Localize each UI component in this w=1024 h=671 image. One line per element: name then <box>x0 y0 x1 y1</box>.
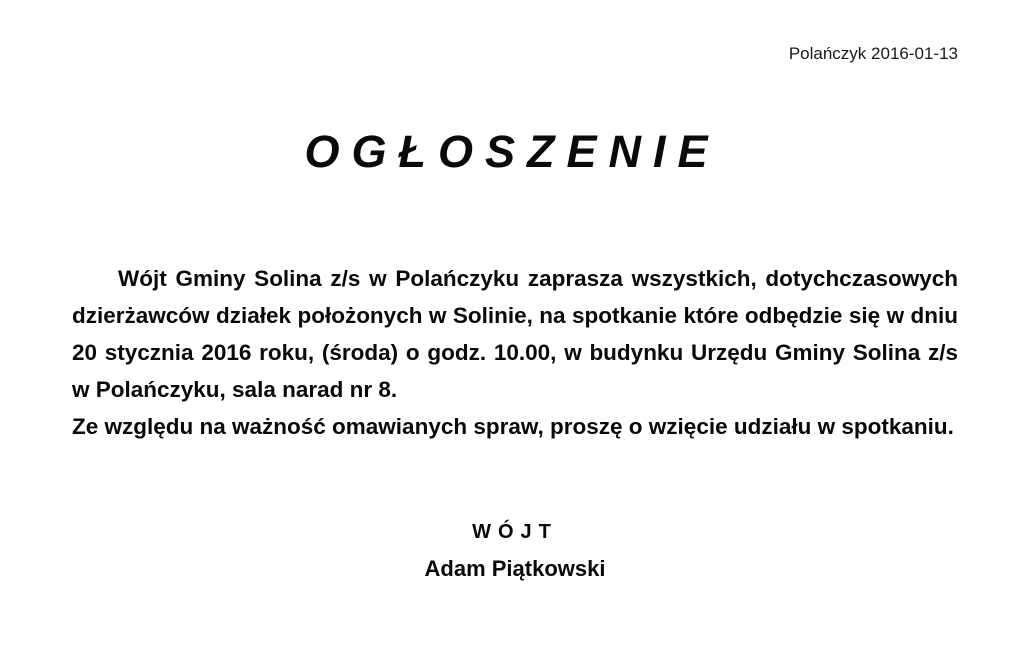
document-title: OGŁOSZENIE <box>304 126 720 177</box>
signature-title: WÓJT <box>472 521 558 543</box>
signature-block <box>72 514 958 587</box>
paragraph-importance: Ze względu na ważność omawianych spraw, proszę o wzięcie udziału w spotkaniu. <box>72 414 954 439</box>
signature-name: Adam Piątkowski <box>424 556 606 581</box>
document-body <box>72 260 958 445</box>
paragraph-invitation: Wójt Gminy Solina z/s w Polańczyku zaprasza wszystkich, dotychczasowych dzierżawców działek położonych w Solinie, na spotkanie które odbędzie się w dniu 20 stycznia 2016 roku, (środa) o godz. 10.00, w budynku Urzędu Gminy Solina z/s w Polańczyku, sala narad nr 8. <box>72 266 958 402</box>
dateline: Polańczyk 2016-01-13 <box>788 44 958 63</box>
